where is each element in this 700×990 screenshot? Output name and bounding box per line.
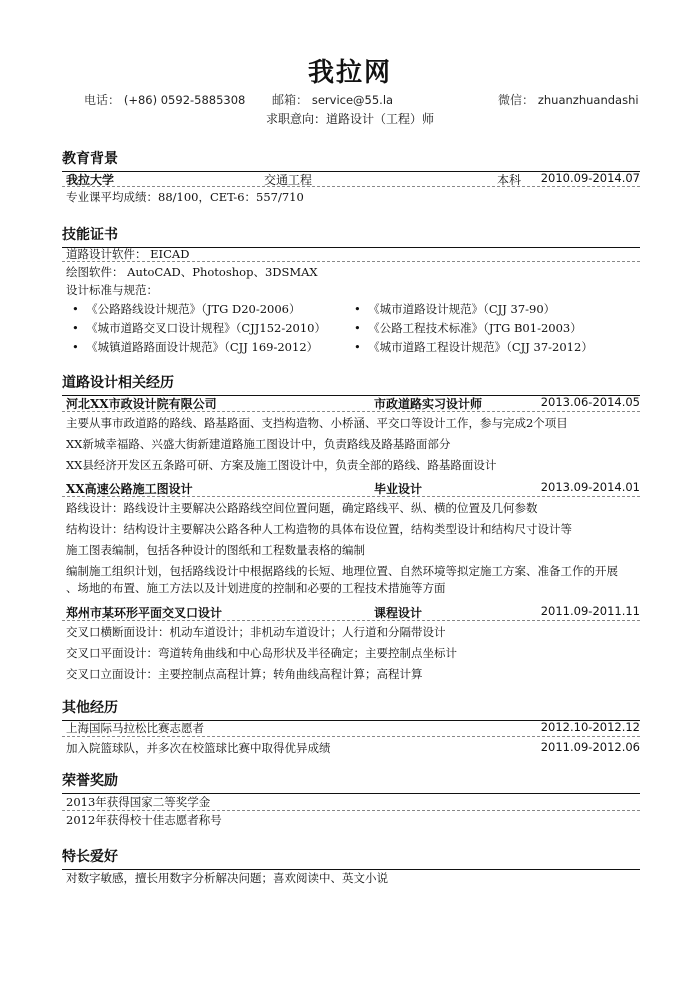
standard-item: • 《公路工程技术标准》（JTG B01-2003） xyxy=(354,321,582,335)
bullet-icon: • xyxy=(354,340,361,354)
job-org: 河北XX市政设计院有限公司 xyxy=(66,397,217,411)
standard-item: • 《公路路线设计规范》（JTG D20-2006） xyxy=(72,302,301,316)
standard-item: • 《城市道路工程设计规范》（CJJ 37-2012） xyxy=(354,340,593,354)
other-period: 2011.09-2012.06 xyxy=(540,740,640,754)
education-section xyxy=(62,148,640,172)
education-period: 2010.09-2014.07 xyxy=(540,171,640,185)
education-title: 教育背景 xyxy=(62,148,640,172)
skill-software: 道路设计软件： EICAD xyxy=(66,247,190,261)
resume-name: 我拉网 xyxy=(307,58,392,88)
honors-section xyxy=(62,770,640,794)
job-detail: XX新城幸福路、兴盛大街新建道路施工图设计中，负责路线及路基路面部分 xyxy=(66,437,451,451)
hobbies-title: 特长爱好 xyxy=(62,846,640,870)
divider xyxy=(62,736,640,737)
job-period: 2011.09-2011.11 xyxy=(540,604,640,618)
divider xyxy=(62,810,640,811)
bullet-icon: • xyxy=(72,321,79,335)
job-detail: 路线设计：路线设计主要解决公路路线空间位置问题，确定路线平、纵、横的位置及几何参数 xyxy=(66,501,538,515)
job-detail: 交叉口平面设计：弯道转角曲线和中心岛形状及半径确定；主要控制点坐标计 xyxy=(66,646,457,660)
standards-label: 设计标准与规范： xyxy=(66,283,158,297)
wechat-label: 微信： xyxy=(498,93,535,107)
phone-contact xyxy=(84,91,245,108)
job-role: 毕业设计 xyxy=(374,482,423,496)
degree: 本科 xyxy=(497,173,522,187)
standard-item: • 《城镇道路路面设计规范》（CJJ 169-2012） xyxy=(72,340,319,354)
standard-item: • 《城市道路设计规范》（CJJ 37-90） xyxy=(354,302,556,316)
other-item: 上海国际马拉松比赛志愿者 xyxy=(66,721,204,735)
job-org: 郑州市某环形平面交叉口设计 xyxy=(66,606,223,620)
job-detail: 交叉口横断面设计：机动车道设计；非机动车道设计；人行道和分隔带设计 xyxy=(66,625,446,639)
skills-title: 技能证书 xyxy=(62,224,640,248)
email-value: service@55.la xyxy=(311,93,394,107)
job-detail: 交叉口立面设计：主要控制点高程计算；转角曲线高程计算；高程计算 xyxy=(66,667,423,681)
divider xyxy=(62,620,640,621)
standard-item: • 《城市道路交叉口设计规程》（CJJ152-2010） xyxy=(72,321,326,335)
gpa: 专业课平均成绩：88/100，CET-6：557/710 xyxy=(66,190,304,204)
bullet-icon: • xyxy=(72,340,79,354)
job-detail: 施工图表编制，包括各种设计的图纸和工程数量表格的编制 xyxy=(66,543,365,557)
other-section xyxy=(62,697,640,721)
job-detail: 主要从事市政道路的路线、路基路面、支挡构造物、小桥涵、平交口等设计工作，参与完成2个项目 xyxy=(66,416,568,430)
hobbies-section xyxy=(62,846,640,870)
wechat-value: zhuanzhuandashi xyxy=(537,93,639,107)
honors-title: 荣誉奖励 xyxy=(62,770,640,794)
job-detail: 编制施工组织计划，包括路线设计中根据路线的长短、地理位置、自然环境等拟定施工方案、准备工作的开展 xyxy=(66,564,618,578)
other-item: 加入院篮球队，并多次在校篮球比赛中取得优异成绩 xyxy=(66,741,331,755)
experience-title: 道路设计相关经历 xyxy=(62,372,640,396)
honor-item: 2012年获得校十佳志愿者称号 xyxy=(66,813,222,827)
divider xyxy=(62,261,640,262)
hobbies-text: 对数字敏感，擅长用数字分析解决问题；喜欢阅读中、英文小说 xyxy=(66,871,388,885)
job-org: XX高速公路施工图设计 xyxy=(66,482,193,496)
other-title: 其他经历 xyxy=(62,697,640,721)
skill-drawing: 绘图软件： AutoCAD、Photoshop、3DSMAX xyxy=(66,265,318,279)
job-detail: XX县经济开发区五条路可研、方案及施工图设计中，负责全部的路线、路基路面设计 xyxy=(66,458,497,472)
job-detail: 结构设计：结构设计主要解决公路各种人工构造物的具体布设位置，结构类型设计和结构尺寸设计等 xyxy=(66,522,572,536)
major: 交通工程 xyxy=(264,173,313,187)
email-contact xyxy=(272,91,393,108)
job-role: 市政道路实习设计师 xyxy=(374,397,483,411)
email-label: 邮箱： xyxy=(272,93,309,107)
school-name: 我拉大学 xyxy=(66,173,115,187)
divider xyxy=(62,186,640,187)
bullet-icon: • xyxy=(354,302,361,316)
job-objective: 求职意向：道路设计（工程）师 xyxy=(265,112,434,126)
divider xyxy=(62,496,640,497)
experience-section xyxy=(62,372,640,396)
other-period: 2012.10-2012.12 xyxy=(540,720,640,734)
bullet-icon: • xyxy=(72,302,79,316)
job-detail: 、场地的布置、施工方法以及计划进度的控制和必要的工程技术措施等方面 xyxy=(66,581,446,595)
skills-section xyxy=(62,224,640,248)
bullet-icon: • xyxy=(354,321,361,335)
job-period: 2013.06-2014.05 xyxy=(540,395,640,409)
phone-label: 电话： xyxy=(84,93,121,107)
honor-item: 2013年获得国家二等奖学金 xyxy=(66,795,211,809)
phone-value: (+86) 0592-5885308 xyxy=(123,93,246,107)
wechat-contact xyxy=(498,91,639,108)
job-role: 课程设计 xyxy=(374,606,423,620)
job-period: 2013.09-2014.01 xyxy=(540,480,640,494)
divider xyxy=(62,411,640,412)
